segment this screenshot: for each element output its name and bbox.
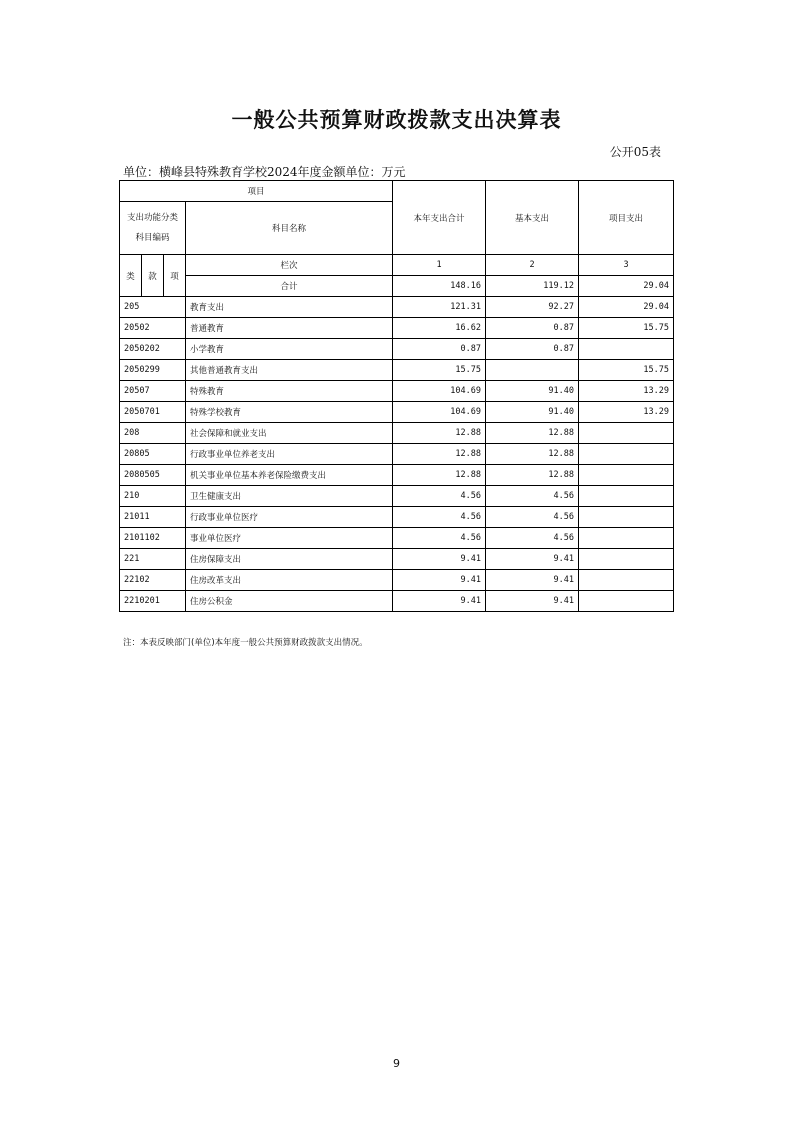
row-project: 13.29	[579, 402, 674, 423]
row-name: 小学教育	[186, 339, 393, 360]
header-basic: 基本支出	[486, 181, 579, 255]
table-row	[120, 570, 674, 591]
row-code: 2210201	[120, 591, 186, 612]
row-project: 13.29	[579, 381, 674, 402]
row-total: 9.41	[393, 591, 486, 612]
table-row	[120, 339, 674, 360]
row-total: 4.56	[393, 507, 486, 528]
row-code: 2050701	[120, 402, 186, 423]
header-col2: 2	[486, 255, 579, 276]
row-name: 其他普通教育支出	[186, 360, 393, 381]
row-code: 22102	[120, 570, 186, 591]
row-name: 住房改革支出	[186, 570, 393, 591]
row-basic: 12.88	[486, 465, 579, 486]
row-name: 社会保障和就业支出	[186, 423, 393, 444]
row-total: 9.41	[393, 570, 486, 591]
row-total: 12.88	[393, 465, 486, 486]
header-func-class-line1: 支出功能分类	[126, 213, 178, 223]
table-row	[120, 549, 674, 570]
row-name: 住房公积金	[186, 591, 393, 612]
sum-project: 29.04	[579, 276, 674, 297]
table-row	[120, 591, 674, 612]
row-basic: 12.88	[486, 423, 579, 444]
row-project	[579, 507, 674, 528]
row-code: 2050202	[120, 339, 186, 360]
header-project-exp: 项目支出	[579, 181, 674, 255]
row-basic: 91.40	[486, 402, 579, 423]
row-project	[579, 444, 674, 465]
row-code: 210	[120, 486, 186, 507]
row-code: 221	[120, 549, 186, 570]
table-row	[120, 507, 674, 528]
row-basic: 4.56	[486, 486, 579, 507]
row-total: 121.31	[393, 297, 486, 318]
row-code: 20805	[120, 444, 186, 465]
row-basic: 9.41	[486, 570, 579, 591]
row-project: 15.75	[579, 318, 674, 339]
row-project	[579, 591, 674, 612]
row-code: 20507	[120, 381, 186, 402]
header-func-class	[120, 202, 186, 255]
table-row	[120, 423, 674, 444]
page-number: 9	[393, 1057, 400, 1070]
header-subject-name: 科目名称	[186, 202, 393, 255]
row-code: 2101102	[120, 528, 186, 549]
row-total: 12.88	[393, 444, 486, 465]
row-code: 208	[120, 423, 186, 444]
footnote: 注：本表反映部门(单位)本年度一般公共预算财政拨款支出情况。	[123, 638, 368, 648]
row-name: 行政事业单位养老支出	[186, 444, 393, 465]
row-code: 2080505	[120, 465, 186, 486]
row-total: 104.69	[393, 381, 486, 402]
row-code: 20502	[120, 318, 186, 339]
row-basic: 91.40	[486, 381, 579, 402]
table-row	[120, 402, 674, 423]
row-total: 4.56	[393, 528, 486, 549]
row-total: 4.56	[393, 486, 486, 507]
table-row	[120, 297, 674, 318]
row-name: 特殊教育	[186, 381, 393, 402]
row-project	[579, 486, 674, 507]
row-basic	[486, 360, 579, 381]
row-name: 卫生健康支出	[186, 486, 393, 507]
row-project	[579, 339, 674, 360]
row-project	[579, 570, 674, 591]
row-name: 机关事业单位基本养老保险缴费支出	[186, 465, 393, 486]
row-basic: 0.87	[486, 318, 579, 339]
row-name: 行政事业单位医疗	[186, 507, 393, 528]
row-total: 12.88	[393, 423, 486, 444]
row-project	[579, 528, 674, 549]
row-basic: 9.41	[486, 549, 579, 570]
row-total: 15.75	[393, 360, 486, 381]
row-project: 29.04	[579, 297, 674, 318]
row-basic: 12.88	[486, 444, 579, 465]
sum-total: 148.16	[393, 276, 486, 297]
sum-basic: 119.12	[486, 276, 579, 297]
header-lanci: 栏次	[186, 255, 393, 276]
row-code: 205	[120, 297, 186, 318]
table-row	[120, 318, 674, 339]
page-title: 一般公共预算财政拨款支出决算表	[231, 107, 562, 132]
form-number: 公开05表	[609, 145, 661, 159]
header-project: 项目	[120, 181, 393, 202]
header-func-class-line2: 科目编码	[135, 233, 170, 243]
header-total: 本年支出合计	[393, 181, 486, 255]
row-total: 0.87	[393, 339, 486, 360]
row-name: 教育支出	[186, 297, 393, 318]
row-basic: 9.41	[486, 591, 579, 612]
row-code: 21011	[120, 507, 186, 528]
row-project	[579, 465, 674, 486]
table-row	[120, 528, 674, 549]
sum-label: 合计	[186, 276, 393, 297]
row-project	[579, 549, 674, 570]
row-total: 104.69	[393, 402, 486, 423]
unit-line: 单位：横峰县特殊教育学校2024年度金额单位：万元	[123, 165, 406, 179]
row-basic: 4.56	[486, 507, 579, 528]
row-name: 普通教育	[186, 318, 393, 339]
header-kuan: 款	[142, 255, 164, 297]
table-row	[120, 381, 674, 402]
header-lei: 类	[120, 255, 142, 297]
header-xiang: 项	[164, 255, 186, 297]
table-row	[120, 444, 674, 465]
table-row	[120, 486, 674, 507]
row-basic: 4.56	[486, 528, 579, 549]
row-project: 15.75	[579, 360, 674, 381]
table-row	[120, 360, 674, 381]
row-total: 16.62	[393, 318, 486, 339]
row-basic: 92.27	[486, 297, 579, 318]
table-row	[120, 465, 674, 486]
row-name: 住房保障支出	[186, 549, 393, 570]
budget-table	[119, 180, 674, 612]
row-name: 特殊学校教育	[186, 402, 393, 423]
row-project	[579, 423, 674, 444]
row-code: 2050299	[120, 360, 186, 381]
header-col3: 3	[579, 255, 674, 276]
row-total: 9.41	[393, 549, 486, 570]
row-name: 事业单位医疗	[186, 528, 393, 549]
row-basic: 0.87	[486, 339, 579, 360]
header-col1: 1	[393, 255, 486, 276]
